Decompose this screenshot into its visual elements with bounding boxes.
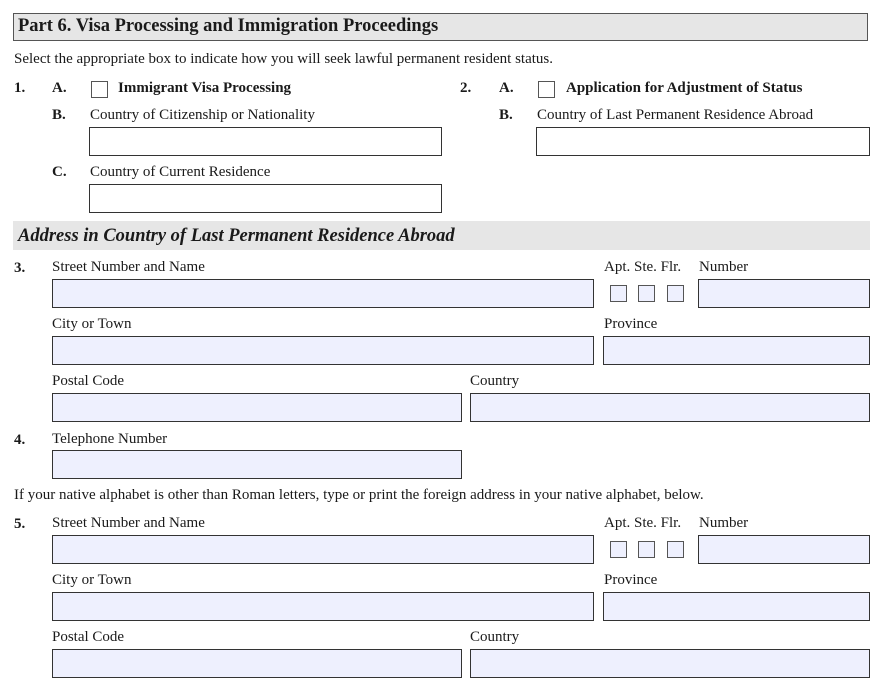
item-1c-label: Country of Current Residence (90, 164, 271, 180)
item-3-postal-input[interactable] (52, 393, 462, 422)
adjustment-of-status-checkbox[interactable] (538, 81, 555, 98)
item-5-street-label: Street Number and Name (52, 515, 205, 531)
item-5-apt-checkbox[interactable] (610, 541, 627, 558)
item-5-country-label: Country (470, 629, 520, 645)
item-5-ste-checkbox[interactable] (638, 541, 655, 558)
item-1a-label: Immigrant Visa Processing (118, 80, 292, 96)
item-5-number: 5. (14, 516, 26, 532)
immigrant-visa-processing-checkbox[interactable] (91, 81, 108, 98)
section-title: Address in Country of Last Permanent Residence Abroad (18, 226, 455, 246)
item-3-city-label: City or Town (52, 316, 132, 332)
item-3-country-input[interactable] (470, 393, 870, 422)
item-5-postal-label: Postal Code (52, 629, 125, 645)
item-3-number-label: Number (699, 259, 749, 275)
native-alphabet-note: If your native alphabet is other than Roman letters, type or print the foreign address in your native alphabet, below. (14, 487, 704, 503)
item-1a-letter: A. (52, 80, 67, 96)
item-3-ste-checkbox[interactable] (638, 285, 655, 302)
item-1b-label: Country of Citizenship or Nationality (90, 107, 315, 123)
country-of-current-residence-input[interactable] (89, 184, 442, 213)
item-1b-letter: B. (52, 107, 66, 123)
telephone-number-input[interactable] (52, 450, 462, 479)
item-3-postal-label: Postal Code (52, 373, 125, 389)
part-title: Part 6. Visa Processing and Immigration Proceedings (18, 16, 439, 36)
item-2-number: 2. (460, 80, 472, 96)
item-1c-letter: C. (52, 164, 67, 180)
item-3-number: 3. (14, 260, 26, 276)
item-5-street-input[interactable] (52, 535, 594, 564)
item-2a-label: Application for Adjustment of Status (566, 80, 803, 96)
item-3-country-label: Country (470, 373, 520, 389)
item-5-number-label: Number (699, 515, 749, 531)
item-5-province-label: Province (604, 572, 658, 588)
country-of-citizenship-input[interactable] (89, 127, 442, 156)
item-3-apt-checkbox[interactable] (610, 285, 627, 302)
item-3-street-input[interactable] (52, 279, 594, 308)
item-3-province-input[interactable] (603, 336, 870, 365)
item-5-postal-input[interactable] (52, 649, 462, 678)
item-3-city-input[interactable] (52, 336, 594, 365)
item-2a-letter: A. (499, 80, 514, 96)
item-3-apt-label: Apt. Ste. Flr. (604, 259, 682, 275)
item-5-city-input[interactable] (52, 592, 594, 621)
item-2b-letter: B. (499, 107, 513, 123)
instruction-text: Select the appropriate box to indicate how you will seek lawful permanent resident status. (14, 51, 554, 67)
item-1-number: 1. (14, 80, 26, 96)
item-3-province-label: Province (604, 316, 658, 332)
item-4-phone-label: Telephone Number (52, 431, 168, 447)
country-of-last-residence-input[interactable] (536, 127, 870, 156)
item-5-city-label: City or Town (52, 572, 132, 588)
item-3-street-label: Street Number and Name (52, 259, 205, 275)
item-2b-label: Country of Last Permanent Residence Abroad (537, 107, 814, 123)
item-4-number: 4. (14, 432, 26, 448)
item-3-flr-checkbox[interactable] (667, 285, 684, 302)
item-5-country-input[interactable] (470, 649, 870, 678)
item-5-flr-checkbox[interactable] (667, 541, 684, 558)
item-5-province-input[interactable] (603, 592, 870, 621)
item-5-number-input[interactable] (698, 535, 870, 564)
item-3-number-input[interactable] (698, 279, 870, 308)
item-5-apt-label: Apt. Ste. Flr. (604, 515, 682, 531)
